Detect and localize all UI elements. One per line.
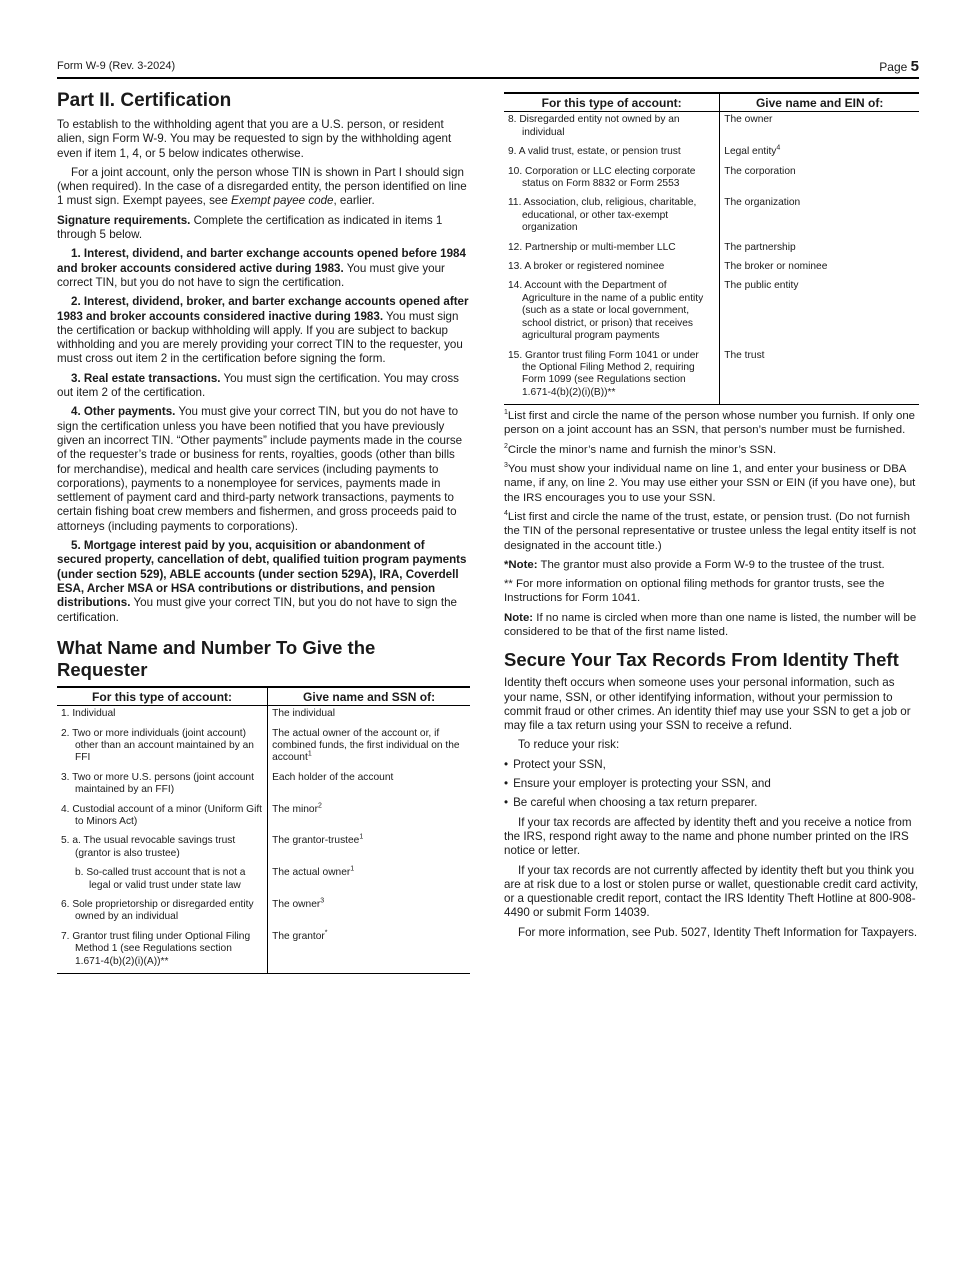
- table-row: 12. Partnership or multi-member LLC The partnership: [504, 240, 919, 259]
- column-header: Give name and SSN of:: [268, 687, 470, 706]
- paragraph: For more information, see Pub. 5027, Identity Theft Information for Taxpayers.: [518, 925, 918, 939]
- column-header: For this type of account:: [504, 93, 720, 112]
- section-title-certification: Part II. Certification: [57, 90, 232, 111]
- footnote: $^1$List first and circle the name of the person whose number you furnish. If only one person on a joint account has an SSN, that person’s number must be furnished.: [504, 409, 916, 437]
- footnote: $^3$You must show your individual name on line 1, and enter your business or DBA name, if any, on line 2. You may use either your SSN or EIN (if you have one), but the IRS encourages you to use your SSN.: [504, 462, 916, 504]
- column-header: Give name and EIN of:: [720, 93, 919, 112]
- bullet-list: [504, 758, 919, 811]
- page-number: Page 5: [879, 58, 919, 75]
- table-row: 3. Two or more U.S. persons (joint account maintained by an FFI) Each holder of the account: [57, 770, 470, 802]
- item-1: 1. Interest, dividend, and barter exchange accounts opened before 1984 and broker accounts considered active during 1983. You must give your correct TIN, but you do not have to sign the certification.: [57, 247, 466, 289]
- page-header: [57, 58, 919, 79]
- ein-table: [504, 92, 919, 405]
- item-2: 2. Interest, dividend, broker, and barter exchange accounts opened after 1983 and broker accounts considered inactive during 1983. You must sign the certification or backup withholding will apply. If you are subject to backup withholding and you are merely providing your correct TIN to the requester, you must cross out item 2 in the certification before signing the form.: [57, 295, 469, 366]
- table-row: 1. Individual The individual: [57, 706, 470, 726]
- table-row: 4. Custodial account of a minor (Uniform Gift to Minors Act) The minor$^2$: [57, 802, 470, 834]
- paragraph: Identity theft occurs when someone uses your personal information, such as your name, SSN, or other identifying information, without your permission to commit fraud or other crimes. An identity thief may use your SSN to get a job or may file a tax return using your SSN to receive a refund.: [504, 676, 911, 733]
- paragraph: To establish to the withholding agent that you are a U.S. person, or resident alien, sign Form W-9. You may be requested to sign by the withholding agent even if item 1, 4, or 5 below indicates otherwise.: [57, 118, 452, 160]
- footnote: $^4$List first and circle the name of the trust, estate, or pension trust. (Do not furnish the TIN of the personal representative or trustee unless the legal entity itself is not designated in the account title.): [504, 510, 916, 552]
- list-item: • Be careful when choosing a tax return preparer.: [504, 796, 919, 810]
- table-row: b. So-called trust account that is not a legal or valid trust under state law The actual owner$^1$: [57, 865, 470, 897]
- paragraph: If your tax records are not currently affected by identity theft but you think you are at risk due to a lost or stolen purse or wallet, questionable credit card activity, or a questionable credit report, contact the IRS Identity Theft Hotline at 800-908-4490 or submit Form 14039.: [504, 863, 919, 920]
- table-row: 2. Two or more individuals (joint account) other than an account maintained by an FFI The actual owner of the account or, if combined funds, the first individual on the account$^1$: [57, 726, 470, 770]
- table-row: 14. Account with the Department of Agriculture in the name of a public entity (such as a state or local government, school district, or prison) that receives agricultural program payments The public entity: [504, 278, 919, 347]
- section-title-name-number: What Name and Number To Give the Requester: [57, 636, 376, 680]
- left-column: [57, 86, 470, 974]
- footnote: ** For more information on optional filing methods for grantor trusts, see the Instructions for Form 1041.: [504, 578, 885, 605]
- list-item: • Protect your SSN,: [504, 758, 919, 772]
- right-column: [504, 92, 919, 945]
- item-5: 5. Mortgage interest paid by you, acquisition or abandonment of secured property, cancellation of debt, qualified tuition program payments (under section 529), ABLE accounts (under section 529A), IRA, Coverdell ESA, Archer MSA or HSA contributions or distributions, and pension distributions. You must give your correct TIN, but you do not have to sign the certification.: [57, 539, 467, 624]
- table-row: 6. Sole proprietorship or disregarded entity owned by an individual The owner$^3$: [57, 897, 470, 929]
- table-row: 8. Disregarded entity not owned by an individual The owner: [504, 112, 919, 144]
- footnote: $^2$Circle the minor’s name and furnish the minor’s SSN.: [504, 442, 777, 456]
- list-item: • Ensure your employer is protecting your SSN, and: [504, 777, 919, 791]
- table-row: 9. A valid trust, estate, or pension trust Legal entity$^4$: [504, 144, 919, 163]
- table-row: 10. Corporation or LLC electing corporate status on Form 8832 or Form 2553 The corporation: [504, 164, 919, 196]
- table-row: 5. a. The usual revocable savings trust (grantor is also trustee) The grantor-trustee$^1$: [57, 833, 470, 865]
- footnote: *Note: The grantor must also provide a Form W-9 to the trustee of the trust.: [504, 558, 885, 571]
- section-title-identity-theft: Secure Your Tax Records From Identity Theft: [504, 649, 899, 671]
- table-row: 13. A broker or registered nominee The broker or nominee: [504, 259, 919, 278]
- item-4: 4. Other payments. You must give your correct TIN, but you do not have to sign the certification unless you have been notified that you have previously given an incorrect TIN. “Other payments” include payments made in the course of the requester’s trade or business for rents, royalties, goods (other than bills for merchandise), medical and health care services (including payments to corporations), payments to a nonemployee for services, payments made in settlement of payment card and third-party network transactions, payments to certain fishing boat crew members and fishermen, and gross proceeds paid to attorneys (including payments to corporations).: [57, 405, 463, 533]
- paragraph: Signature requirements. Complete the certification as indicated in items 1 through 5 below.: [57, 213, 443, 242]
- paragraph: For a joint account, only the person whose TIN is shown in Part I should sign (when required). In the case of a disregarded entity, the person identified on line 1 must sign. Exempt payees, see Exempt payee code, earlier.: [57, 165, 467, 208]
- item-3: 3. Real estate transactions. You must sign the certification. You may cross out item 2 of the certification.: [57, 371, 459, 400]
- table-row: 7. Grantor trust filing under Optional Filing Method 1 (see Regulations section 1.671-4(b)(2)(i)(A))** The grantor*: [57, 929, 470, 974]
- ssn-table: [57, 686, 470, 974]
- table-row: 11. Association, club, religious, charitable, educational, or other tax-exempt organization The organization: [504, 195, 919, 239]
- paragraph: If your tax records are affected by identity theft and you receive a notice from the IRS, respond right away to the name and phone number printed on the IRS notice or letter.: [504, 815, 912, 858]
- paragraph: To reduce your risk:: [518, 738, 620, 752]
- footnotes: [504, 409, 919, 639]
- table-row: 15. Grantor trust filing Form 1041 or under the Optional Filing Method 2, requiring Form 1099 (see Regulations section 1.671-4(b)(2)(i)(B))** The trust: [504, 348, 919, 405]
- form-id: Form W-9 (Rev. 3-2024): [57, 60, 176, 72]
- footnote: Note: If no name is circled when more than one name is listed, the number will be considered to be that of the first name listed.: [504, 611, 917, 638]
- column-header: For this type of account:: [57, 687, 268, 706]
